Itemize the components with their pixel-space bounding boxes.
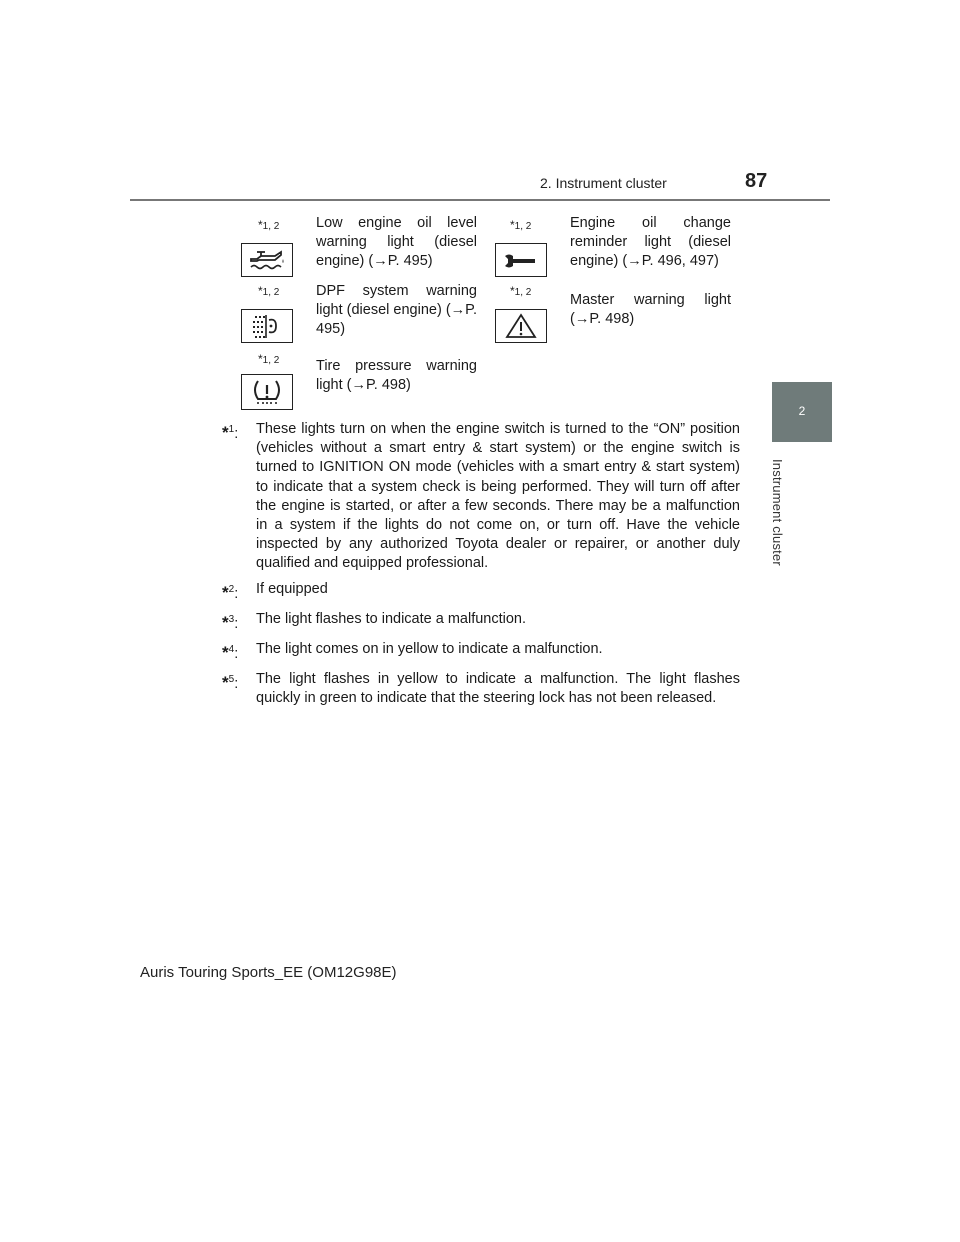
dpf-icon [245, 312, 289, 340]
tire-pressure-icon [245, 377, 289, 407]
footnote: *$^1$: These lights turn on when the engine switch is turned to the “ON” position (vehicles without a smart entry & start system) or the engine switch is turned to IGNITION ON mode (vehicles with a smart entry & start system) to indicate that a system check is being performed. They will turn off after the engine is started, or after a few seconds. There may be a malfunction in a system if the lights do not come on, or turn off. Have the vehicle inspected by any authorized Toyota dealer or repairer, or another duly qualified and equipped professional. [222, 420, 740, 574]
warning-light-description: Low engine oil level warning light (diesel engine) (→P. 495) [316, 215, 477, 269]
wrench-icon [499, 247, 543, 273]
footnote: *$^3$: The light flashes to indicate a malfunction. [222, 610, 740, 634]
footnotes [222, 420, 740, 714]
footnote-mark: *1, 2 [510, 284, 532, 298]
warning-light-description: DPF system warning light (diesel engine) (→P. 495) [316, 283, 477, 337]
warning-light-description: Tire pressure warning light (→P. 498) [316, 358, 477, 393]
master-warning-triangle-icon [499, 312, 543, 340]
footnote: *$^5$: The light flashes in yellow to indicate a malfunction. The light flashes quickly in green to indicate that the steering lock has not been released. [222, 670, 740, 708]
warning-light-icon-box [241, 309, 293, 343]
footnote: *$^2$: If equipped [222, 580, 740, 604]
warning-light-icon-box [495, 243, 547, 277]
running-header: 2. Instrument cluster [540, 175, 667, 191]
warning-light-icon-box [241, 243, 293, 277]
chapter-tab-number: 2 [798, 404, 806, 418]
footnote-text: The light flashes to indicate a malfunction. [256, 610, 527, 627]
footnote-mark: *1, 2 [510, 218, 532, 232]
page-number: 87 [745, 170, 768, 192]
footnote-mark: *1, 2 [258, 352, 280, 366]
warning-light-icon-box [495, 309, 547, 343]
footnote: *$^4$: The light comes on in yellow to indicate a malfunction. [222, 640, 740, 664]
footnote-mark: *1, 2 [258, 218, 280, 232]
footnote-text: The light comes on in yellow to indicate a malfunction. [256, 640, 603, 657]
chapter-tab[interactable] [772, 382, 832, 442]
footnote-text: If equipped [256, 580, 328, 597]
warning-light-description: Master warning light (→P. 498) [570, 292, 731, 327]
header-rule [130, 199, 830, 201]
model-footer: Auris Touring Sports_EE (OM12G98E) [140, 964, 397, 981]
low-engine-oil-level-icon [245, 247, 289, 273]
footnote-mark: *1, 2 [258, 284, 280, 298]
chapter-tab-label: Instrument cluster [770, 459, 785, 566]
footnote-text: The light flashes in yellow to indicate a malfunction. The light flashes quickly in green to indicate that the steering lock has not been released. [256, 670, 740, 706]
warning-light-icon-box [241, 374, 293, 410]
footnote-text: These lights turn on when the engine switch is turned to the “ON” position (vehicles without a smart entry & start system) or the engine switch is turned to IGNITION ON mode (vehicles with a smart entry & start system) to indicate that a system check is being performed. They will turn off after the engine is started, or after a few seconds. There may be a malfunction in a system if the lights do not come on, or turn off. Have the vehicle inspected by any authorized Toyota dealer or repairer, or another duly qualified and equipped professional. [256, 421, 740, 572]
warning-light-description: Engine oil change reminder light (diesel engine) (→P. 496, 497) [570, 215, 731, 269]
